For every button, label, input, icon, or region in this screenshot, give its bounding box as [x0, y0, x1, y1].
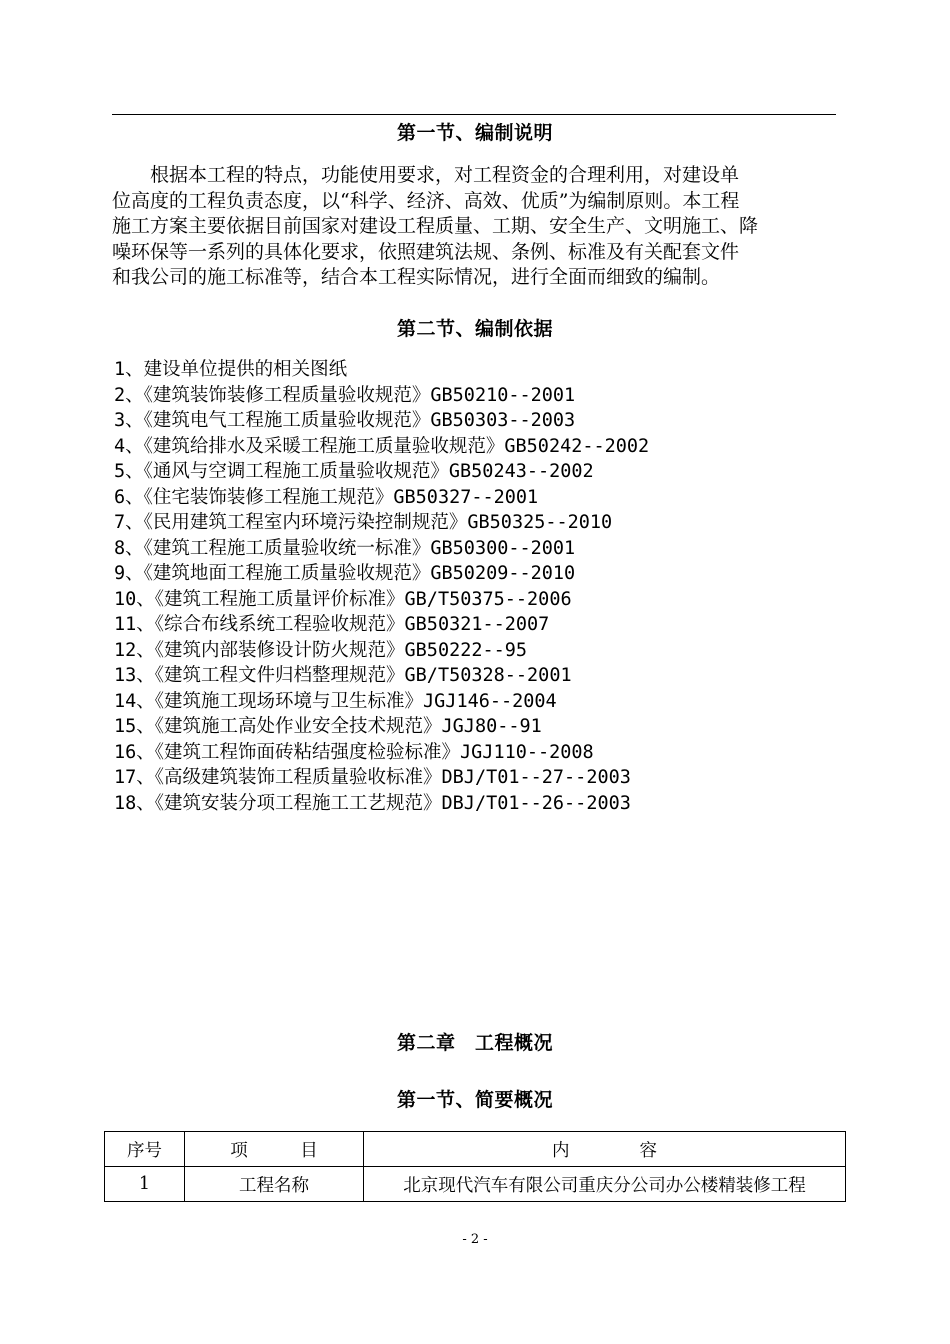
- section2-title: 第二节、编制依据: [396, 318, 553, 340]
- page-number: - 2 -: [462, 1232, 488, 1247]
- reference-item: 14、《建筑施工现场环境与卫生标准》JGJ146--2004: [114, 690, 557, 712]
- header-content: 内 容: [364, 1132, 846, 1167]
- reference-list: [114, 357, 649, 816]
- overview-table: [104, 1131, 846, 1202]
- reference-item: 12、《建筑内部装修设计防火规范》GB50222--95: [114, 639, 528, 661]
- paragraph-line: 和我公司的施工标准等，结合本工程实际情况，进行全面而细致的编制。: [112, 266, 721, 288]
- reference-item: 18、《建筑安装分项工程施工工艺规范》DBJ/T01--26--2003: [114, 792, 631, 814]
- chapter2-section1-title: 第一节、简要概况: [396, 1089, 553, 1111]
- section1-paragraph: [112, 163, 836, 291]
- header-item: 项 目: [185, 1132, 364, 1167]
- reference-item: 9、《建筑地面工程施工质量验收规范》GB50209--2010: [114, 563, 576, 584]
- reference-item: 5、《通风与空调工程施工质量验收规范》GB50243--2002: [114, 461, 594, 482]
- cell-index: 1: [105, 1167, 185, 1202]
- chapter2-title: 第二章 工程概况: [396, 1032, 553, 1054]
- reference-item: 16、《建筑工程饰面砖粘结强度检验标准》JGJ110--2008: [114, 741, 594, 763]
- reference-item: 4、《建筑给排水及采暖工程施工质量验收规范》GB50242--2002: [114, 435, 650, 457]
- cell-item: 工程名称: [185, 1167, 364, 1202]
- reference-item: 6、《住宅装饰装修工程施工规范》GB50327--2001: [114, 486, 539, 508]
- reference-item: 8、《建筑工程施工质量验收统一标准》GB50300--2001: [114, 537, 576, 559]
- header-index: 序号: [105, 1132, 185, 1167]
- reference-item: 1、建设单位提供的相关图纸: [114, 359, 348, 380]
- paragraph-line: 噪环保等一系列的具体化要求，依照建筑法规、条例、标准及有关配套文件: [112, 240, 740, 263]
- paragraph-line: 根据本工程的特点，功能使用要求，对工程资金的合理利用，对建设单: [112, 164, 740, 186]
- paragraph-line: 施工方案主要依据目前国家对建设工程质量、工期、安全生产、文明施工、降: [112, 215, 759, 237]
- reference-item: 2、《建筑装饰装修工程质量验收规范》GB50210--2001: [114, 384, 576, 406]
- reference-item: 10、《建筑工程施工质量评价标准》GB/T50375--2006: [114, 588, 572, 610]
- table-row: [105, 1167, 846, 1202]
- table-header-row: [105, 1132, 846, 1167]
- cell-content: 北京现代汽车有限公司重庆分公司办公楼精装修工程: [364, 1167, 846, 1202]
- reference-item: 15、《建筑施工高处作业安全技术规范》JGJ80--91: [114, 716, 542, 737]
- reference-item: 3、《建筑电气工程施工质量验收规范》GB50303--2003: [114, 410, 576, 431]
- reference-item: 13、《建筑工程文件归档整理规范》GB/T50328--2001: [114, 665, 572, 686]
- section1-title: 第一节、编制说明: [396, 122, 553, 144]
- reference-item: 11、《综合布线系统工程验收规范》GB50321--2007: [114, 614, 550, 635]
- top-rule: [112, 114, 836, 115]
- paragraph-line: 位高度的工程负责态度，以“科学、经济、高效、优质”为编制原则。本工程: [112, 189, 740, 212]
- reference-item: 7、《民用建筑工程室内环境污染控制规范》GB50325--2010: [114, 512, 613, 533]
- reference-item: 17、《高级建筑装饰工程质量验收标准》DBJ/T01--27--2003: [114, 767, 631, 788]
